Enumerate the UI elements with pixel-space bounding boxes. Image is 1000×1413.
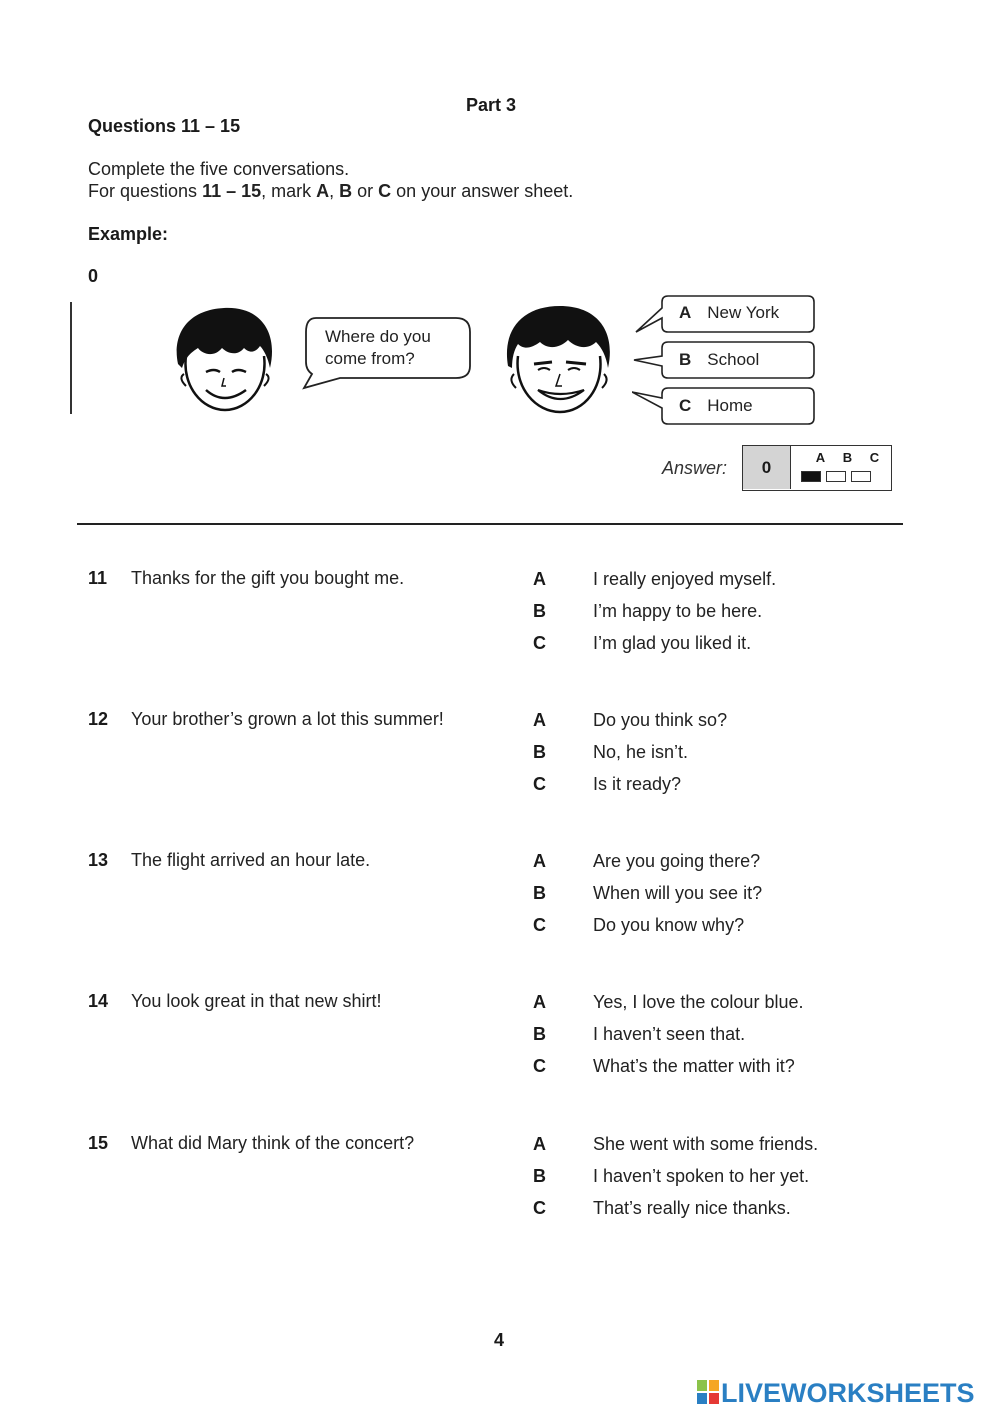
instruction-range: 11 – 15	[202, 181, 262, 201]
instruction-letter-c: C	[378, 181, 392, 201]
question-prompt: Thanks for the gift you bought me.	[131, 568, 405, 588]
question-number: 15	[88, 1133, 109, 1153]
example-option-b-text: School	[707, 350, 760, 369]
answer-box	[742, 445, 892, 491]
option-text[interactable]: When will you see it?	[593, 883, 763, 903]
answer-letters	[807, 450, 888, 465]
option-text[interactable]: Is it ready?	[593, 774, 682, 794]
instruction-or: or	[352, 181, 379, 201]
option-letter[interactable]: C	[533, 633, 546, 653]
answer-letter-a: A	[815, 450, 826, 465]
instruction-prefix: For questions	[88, 181, 203, 201]
example-option-a	[679, 303, 779, 323]
speech-line-1: Where do you	[325, 327, 431, 346]
option-text[interactable]: I’m glad you liked it.	[593, 633, 752, 653]
instruction-letter-a: A	[316, 181, 330, 201]
question-number: 14	[88, 991, 109, 1011]
option-letter[interactable]: A	[533, 710, 546, 730]
questions-heading: Questions 11 – 15	[88, 116, 241, 136]
option-letter[interactable]: C	[533, 774, 546, 794]
option-text[interactable]: No, he isn’t.	[593, 742, 689, 762]
answer-mark-b	[826, 471, 846, 482]
example-number: 0	[88, 266, 99, 286]
instruction-letter-b: B	[339, 181, 353, 201]
answer-marks	[801, 471, 876, 489]
option-text[interactable]: What’s the matter with it?	[593, 1056, 795, 1076]
answer-number: 0	[743, 446, 791, 489]
question-number: 13	[88, 850, 109, 870]
option-text[interactable]: I really enjoyed myself.	[593, 569, 777, 589]
option-text[interactable]: Yes, I love the colour blue.	[593, 992, 804, 1012]
question-prompt: The flight arrived an hour late.	[131, 850, 371, 870]
question-prompt: What did Mary think of the concert?	[131, 1133, 415, 1153]
example-option-c-letter: C	[679, 396, 692, 415]
option-letter[interactable]: B	[533, 601, 546, 621]
example-margin-bar	[70, 302, 72, 414]
option-letter[interactable]: A	[533, 1134, 546, 1154]
option-text[interactable]: Are you going there?	[593, 851, 761, 871]
page-number: 4	[494, 1330, 505, 1350]
option-text[interactable]: Do you know why?	[593, 915, 745, 935]
answer-mark-c	[851, 471, 871, 482]
example-option-a-letter: A	[679, 303, 692, 322]
boy-face-right-icon	[504, 304, 614, 416]
option-text[interactable]: Do you think so?	[593, 710, 728, 730]
instruction-line-1: Complete the five conversations.	[88, 159, 350, 179]
liveworksheets-logo-icon	[697, 1380, 721, 1406]
option-letter[interactable]: B	[533, 1166, 546, 1186]
brand-name: LIVEWORKSHEETS	[721, 1377, 975, 1408]
example-heading: Example:	[88, 224, 169, 244]
option-text[interactable]: I haven’t seen that.	[593, 1024, 746, 1044]
part-title: Part 3	[466, 95, 517, 115]
example-option-c	[679, 396, 753, 416]
option-letter[interactable]: C	[533, 1198, 546, 1218]
option-text[interactable]: I’m happy to be here.	[593, 601, 763, 621]
option-letter[interactable]: A	[533, 569, 546, 589]
option-text[interactable]: She went with some friends.	[593, 1134, 819, 1154]
question-number: 11	[88, 568, 108, 588]
question-number: 12	[88, 709, 109, 729]
instruction-line-2	[88, 181, 573, 202]
example-option-b	[679, 350, 759, 370]
answer-label: Answer:	[662, 458, 728, 478]
example-option-a-text: New York	[707, 303, 780, 322]
option-letter[interactable]: B	[533, 883, 546, 903]
option-letter[interactable]: B	[533, 1024, 546, 1044]
option-letter[interactable]: C	[533, 915, 546, 935]
instruction-suffix: on your answer sheet.	[391, 181, 574, 201]
question-prompt: You look great in that new shirt!	[131, 991, 382, 1011]
question-prompt: Your brother’s grown a lot this summer!	[131, 709, 444, 729]
answer-mark-a	[801, 471, 821, 482]
option-letter[interactable]: B	[533, 742, 546, 762]
option-text[interactable]: I haven’t spoken to her yet.	[593, 1166, 810, 1186]
boy-face-left-icon	[172, 306, 278, 414]
option-letter[interactable]: A	[533, 851, 546, 871]
speech-line-2: come from?	[325, 349, 415, 368]
instruction-mid: , mark	[261, 181, 317, 201]
answer-letter-b: B	[842, 450, 853, 465]
instruction-comma: ,	[329, 181, 340, 201]
option-letter[interactable]: A	[533, 992, 546, 1012]
option-text[interactable]: That’s really nice thanks.	[593, 1198, 791, 1218]
option-letter[interactable]: C	[533, 1056, 546, 1076]
answer-letter-c: C	[869, 450, 880, 465]
example-option-b-letter: B	[679, 350, 692, 369]
example-option-c-text: Home	[707, 396, 753, 415]
liveworksheets-logo	[697, 1378, 975, 1408]
section-divider	[77, 523, 903, 525]
